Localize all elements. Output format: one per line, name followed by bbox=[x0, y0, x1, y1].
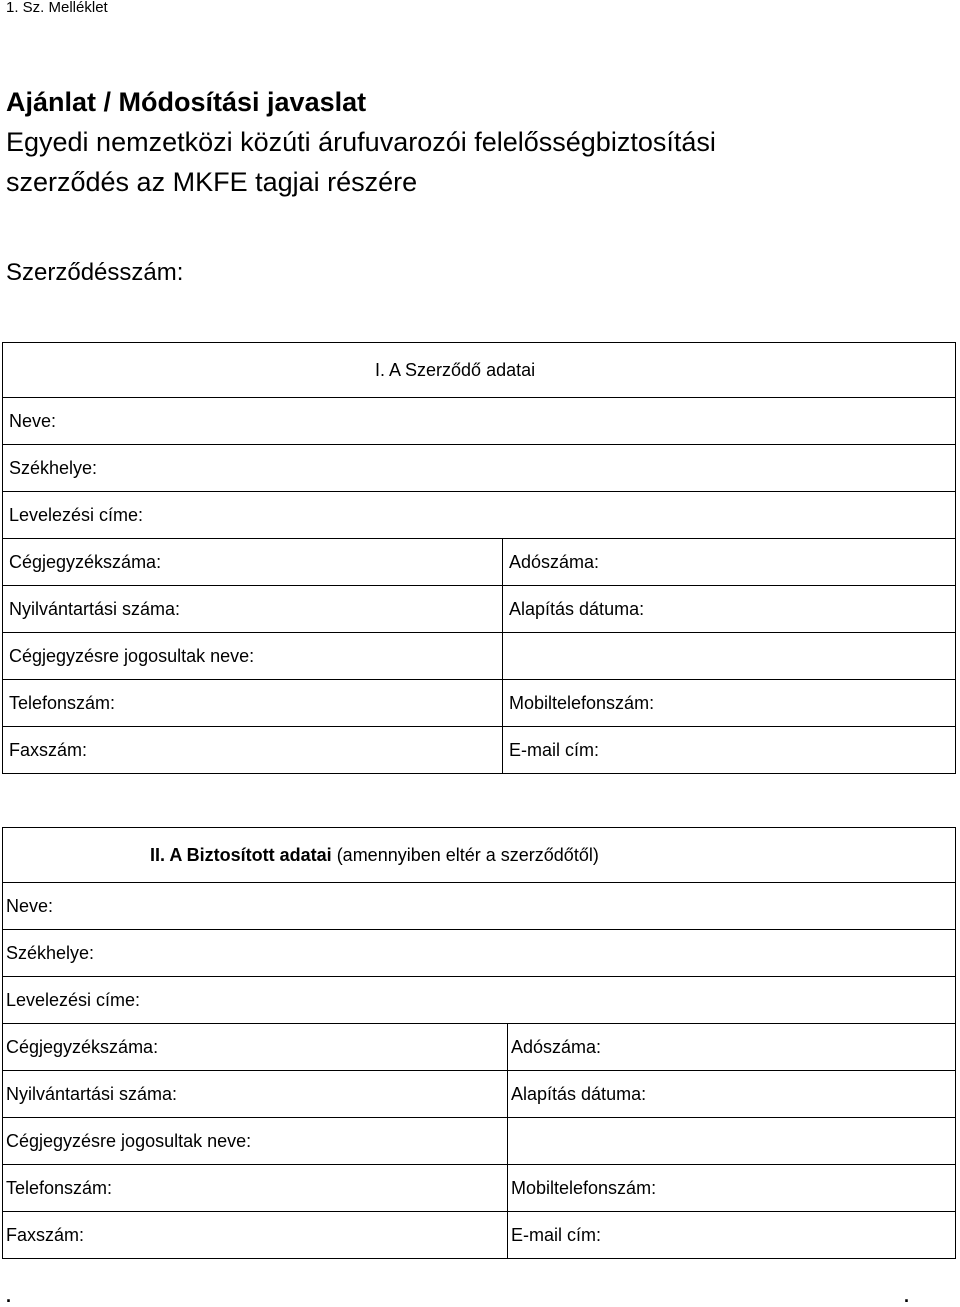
name-field[interactable]: Neve: bbox=[3, 398, 956, 445]
form-row bbox=[3, 1212, 956, 1259]
fax-field[interactable]: Faxszám: bbox=[3, 727, 503, 774]
record-number-field[interactable]: Nyilvántartási száma: bbox=[3, 1071, 508, 1118]
phone-field[interactable]: Telefonszám: bbox=[3, 1165, 508, 1212]
form-row bbox=[3, 883, 956, 930]
section2-heading-note: (amennyiben eltér a szerződőtől) bbox=[336, 844, 599, 865]
form-row bbox=[3, 977, 956, 1024]
insured-data-table bbox=[2, 827, 956, 1259]
mobile-field[interactable]: Mobiltelefonszám: bbox=[503, 680, 956, 727]
email-field[interactable]: E-mail cím: bbox=[503, 727, 956, 774]
empty-cell bbox=[508, 1118, 956, 1165]
form-row bbox=[3, 1071, 956, 1118]
form-row bbox=[3, 398, 956, 445]
document-title bbox=[6, 82, 716, 202]
footer-dot-right: . bbox=[904, 1286, 910, 1306]
section2-heading-main: II. A Biztosított adatai bbox=[150, 844, 332, 865]
registration-number-field[interactable]: Cégjegyzékszáma: bbox=[3, 539, 503, 586]
email-field[interactable]: E-mail cím: bbox=[508, 1212, 956, 1259]
postal-address-field[interactable]: Levelezési címe: bbox=[3, 492, 956, 539]
founding-date-field[interactable]: Alapítás dátuma: bbox=[508, 1071, 956, 1118]
tax-number-field[interactable]: Adószáma: bbox=[503, 539, 956, 586]
form-row bbox=[3, 1165, 956, 1212]
mobile-field[interactable]: Mobiltelefonszám: bbox=[508, 1165, 956, 1212]
form-row bbox=[3, 633, 956, 680]
contractor-data-table bbox=[2, 342, 956, 774]
section-heading-row bbox=[3, 828, 956, 883]
annex-label: 1. Sz. Melléklet bbox=[6, 0, 108, 16]
form-row bbox=[3, 445, 956, 492]
section1-heading: I. A Szerződő adatai bbox=[3, 343, 956, 398]
signatories-field[interactable]: Cégjegyzésre jogosultak neve: bbox=[3, 1118, 508, 1165]
footer-dot-left: . bbox=[6, 1286, 12, 1306]
name-field[interactable]: Neve: bbox=[3, 883, 956, 930]
record-number-field[interactable]: Nyilvántartási száma: bbox=[3, 586, 503, 633]
title-line-3: szerződés az MKFE tagjai részére bbox=[6, 167, 418, 197]
form-row bbox=[3, 1024, 956, 1071]
form-row bbox=[3, 930, 956, 977]
form-row bbox=[3, 586, 956, 633]
title-line-2: Egyedi nemzetközi közúti árufuvarozói felelősségbiztosítási bbox=[6, 127, 716, 157]
phone-field[interactable]: Telefonszám: bbox=[3, 680, 503, 727]
contract-number-label: Szerződésszám: bbox=[6, 259, 184, 286]
form-row bbox=[3, 680, 956, 727]
form-row bbox=[3, 492, 956, 539]
form-row bbox=[3, 1118, 956, 1165]
fax-field[interactable]: Faxszám: bbox=[3, 1212, 508, 1259]
postal-address-field[interactable]: Levelezési címe: bbox=[3, 977, 956, 1024]
registration-number-field[interactable]: Cégjegyzékszáma: bbox=[3, 1024, 508, 1071]
section2-heading bbox=[3, 828, 956, 883]
empty-cell bbox=[503, 633, 956, 680]
tax-number-field[interactable]: Adószáma: bbox=[508, 1024, 956, 1071]
section-heading-row bbox=[3, 343, 956, 398]
title-line-1: Ajánlat / Módosítási javaslat bbox=[6, 87, 367, 117]
form-row bbox=[3, 539, 956, 586]
founding-date-field[interactable]: Alapítás dátuma: bbox=[503, 586, 956, 633]
signatories-field[interactable]: Cégjegyzésre jogosultak neve: bbox=[3, 633, 503, 680]
seat-field[interactable]: Székhelye: bbox=[3, 445, 956, 492]
form-row bbox=[3, 727, 956, 774]
seat-field[interactable]: Székhelye: bbox=[3, 930, 956, 977]
